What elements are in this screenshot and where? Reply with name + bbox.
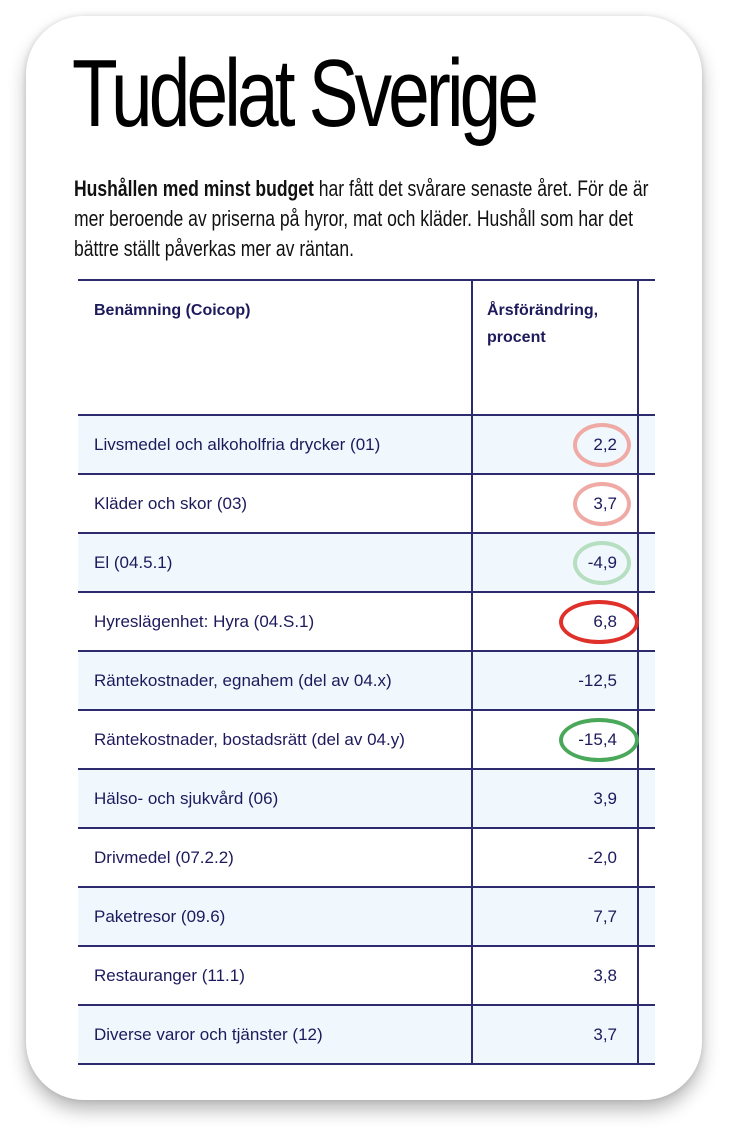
row-value-cell: [472, 769, 638, 828]
article-lead: [74, 174, 667, 264]
table-header-row: [78, 280, 655, 415]
row-value-cell: [472, 1005, 638, 1064]
lead-text: har fått det svårare senaste året. För de är mer beroende av priserna på hyror, mat och kläder. Hushåll som har det bättre ställt påverkas mer av räntan.: [74, 176, 649, 261]
row-value: 3,8: [593, 965, 617, 985]
row-name: Diverse varor och tjänster (12): [78, 1005, 472, 1064]
table-row: [78, 946, 655, 1005]
row-value-cell: [472, 592, 638, 651]
row-value: 3,7: [593, 493, 617, 513]
cut-off-cell: [638, 533, 655, 592]
article-card: [26, 16, 702, 1100]
header-change: Årsförändring, procent: [472, 280, 638, 415]
row-value-cell: [472, 651, 638, 710]
cut-off-cell: [638, 415, 655, 474]
cut-off-cell: [638, 887, 655, 946]
cpi-table-container: [78, 279, 655, 1065]
row-name: Restauranger (11.1): [78, 946, 472, 1005]
row-value-cell: [472, 415, 638, 474]
table-row: [78, 828, 655, 887]
cut-off-cell: [638, 1005, 655, 1064]
row-name: Paketresor (09.6): [78, 887, 472, 946]
cut-off-cell: [638, 592, 655, 651]
row-value: -12,5: [578, 670, 617, 690]
row-name: Drivmedel (07.2.2): [78, 828, 472, 887]
row-value-cell: [472, 710, 638, 769]
row-name: Räntekostnader, bostadsrätt (del av 04.y): [78, 710, 472, 769]
row-name: El (04.5.1): [78, 533, 472, 592]
row-name: Hälso- och sjukvård (06): [78, 769, 472, 828]
row-name: Livsmedel och alkoholfria drycker (01): [78, 415, 472, 474]
row-value-cell: [472, 474, 638, 533]
lead-bold: Hushållen med minst budget: [74, 176, 314, 201]
table-row: [78, 887, 655, 946]
header-name: Benämning (Coicop): [78, 280, 472, 415]
table-row: [78, 651, 655, 710]
table-row: [78, 415, 655, 474]
cut-off-cell: [638, 474, 655, 533]
table-row: [78, 769, 655, 828]
row-name: Räntekostnader, egnahem (del av 04.x): [78, 651, 472, 710]
table-row: [78, 1005, 655, 1064]
table-row: [78, 710, 655, 769]
table-row: [78, 592, 655, 651]
cut-off-cell: [638, 828, 655, 887]
table-row: [78, 533, 655, 592]
row-value-cell: [472, 828, 638, 887]
row-value: 6,8: [593, 611, 617, 631]
cpi-table: [78, 279, 655, 1065]
row-value: -15,4: [578, 729, 617, 749]
row-value: 7,7: [593, 906, 617, 926]
cut-off-cell: [638, 710, 655, 769]
row-name: Hyreslägenhet: Hyra (04.S.1): [78, 592, 472, 651]
row-value-cell: [472, 946, 638, 1005]
cut-off-cell: [638, 946, 655, 1005]
cut-off-cell: [638, 651, 655, 710]
article-title: Tudelat Sverige: [72, 40, 536, 147]
header-cut-off: [638, 280, 655, 415]
row-value: -2,0: [587, 847, 617, 867]
row-value: 3,7: [593, 1024, 617, 1044]
row-value: 2,2: [593, 434, 617, 454]
row-name: Kläder och skor (03): [78, 474, 472, 533]
row-value-cell: [472, 887, 638, 946]
table-row: [78, 474, 655, 533]
table-body: [78, 415, 655, 1064]
cut-off-cell: [638, 769, 655, 828]
row-value: -4,9: [587, 552, 617, 572]
row-value: 3,9: [593, 788, 617, 808]
row-value-cell: [472, 533, 638, 592]
